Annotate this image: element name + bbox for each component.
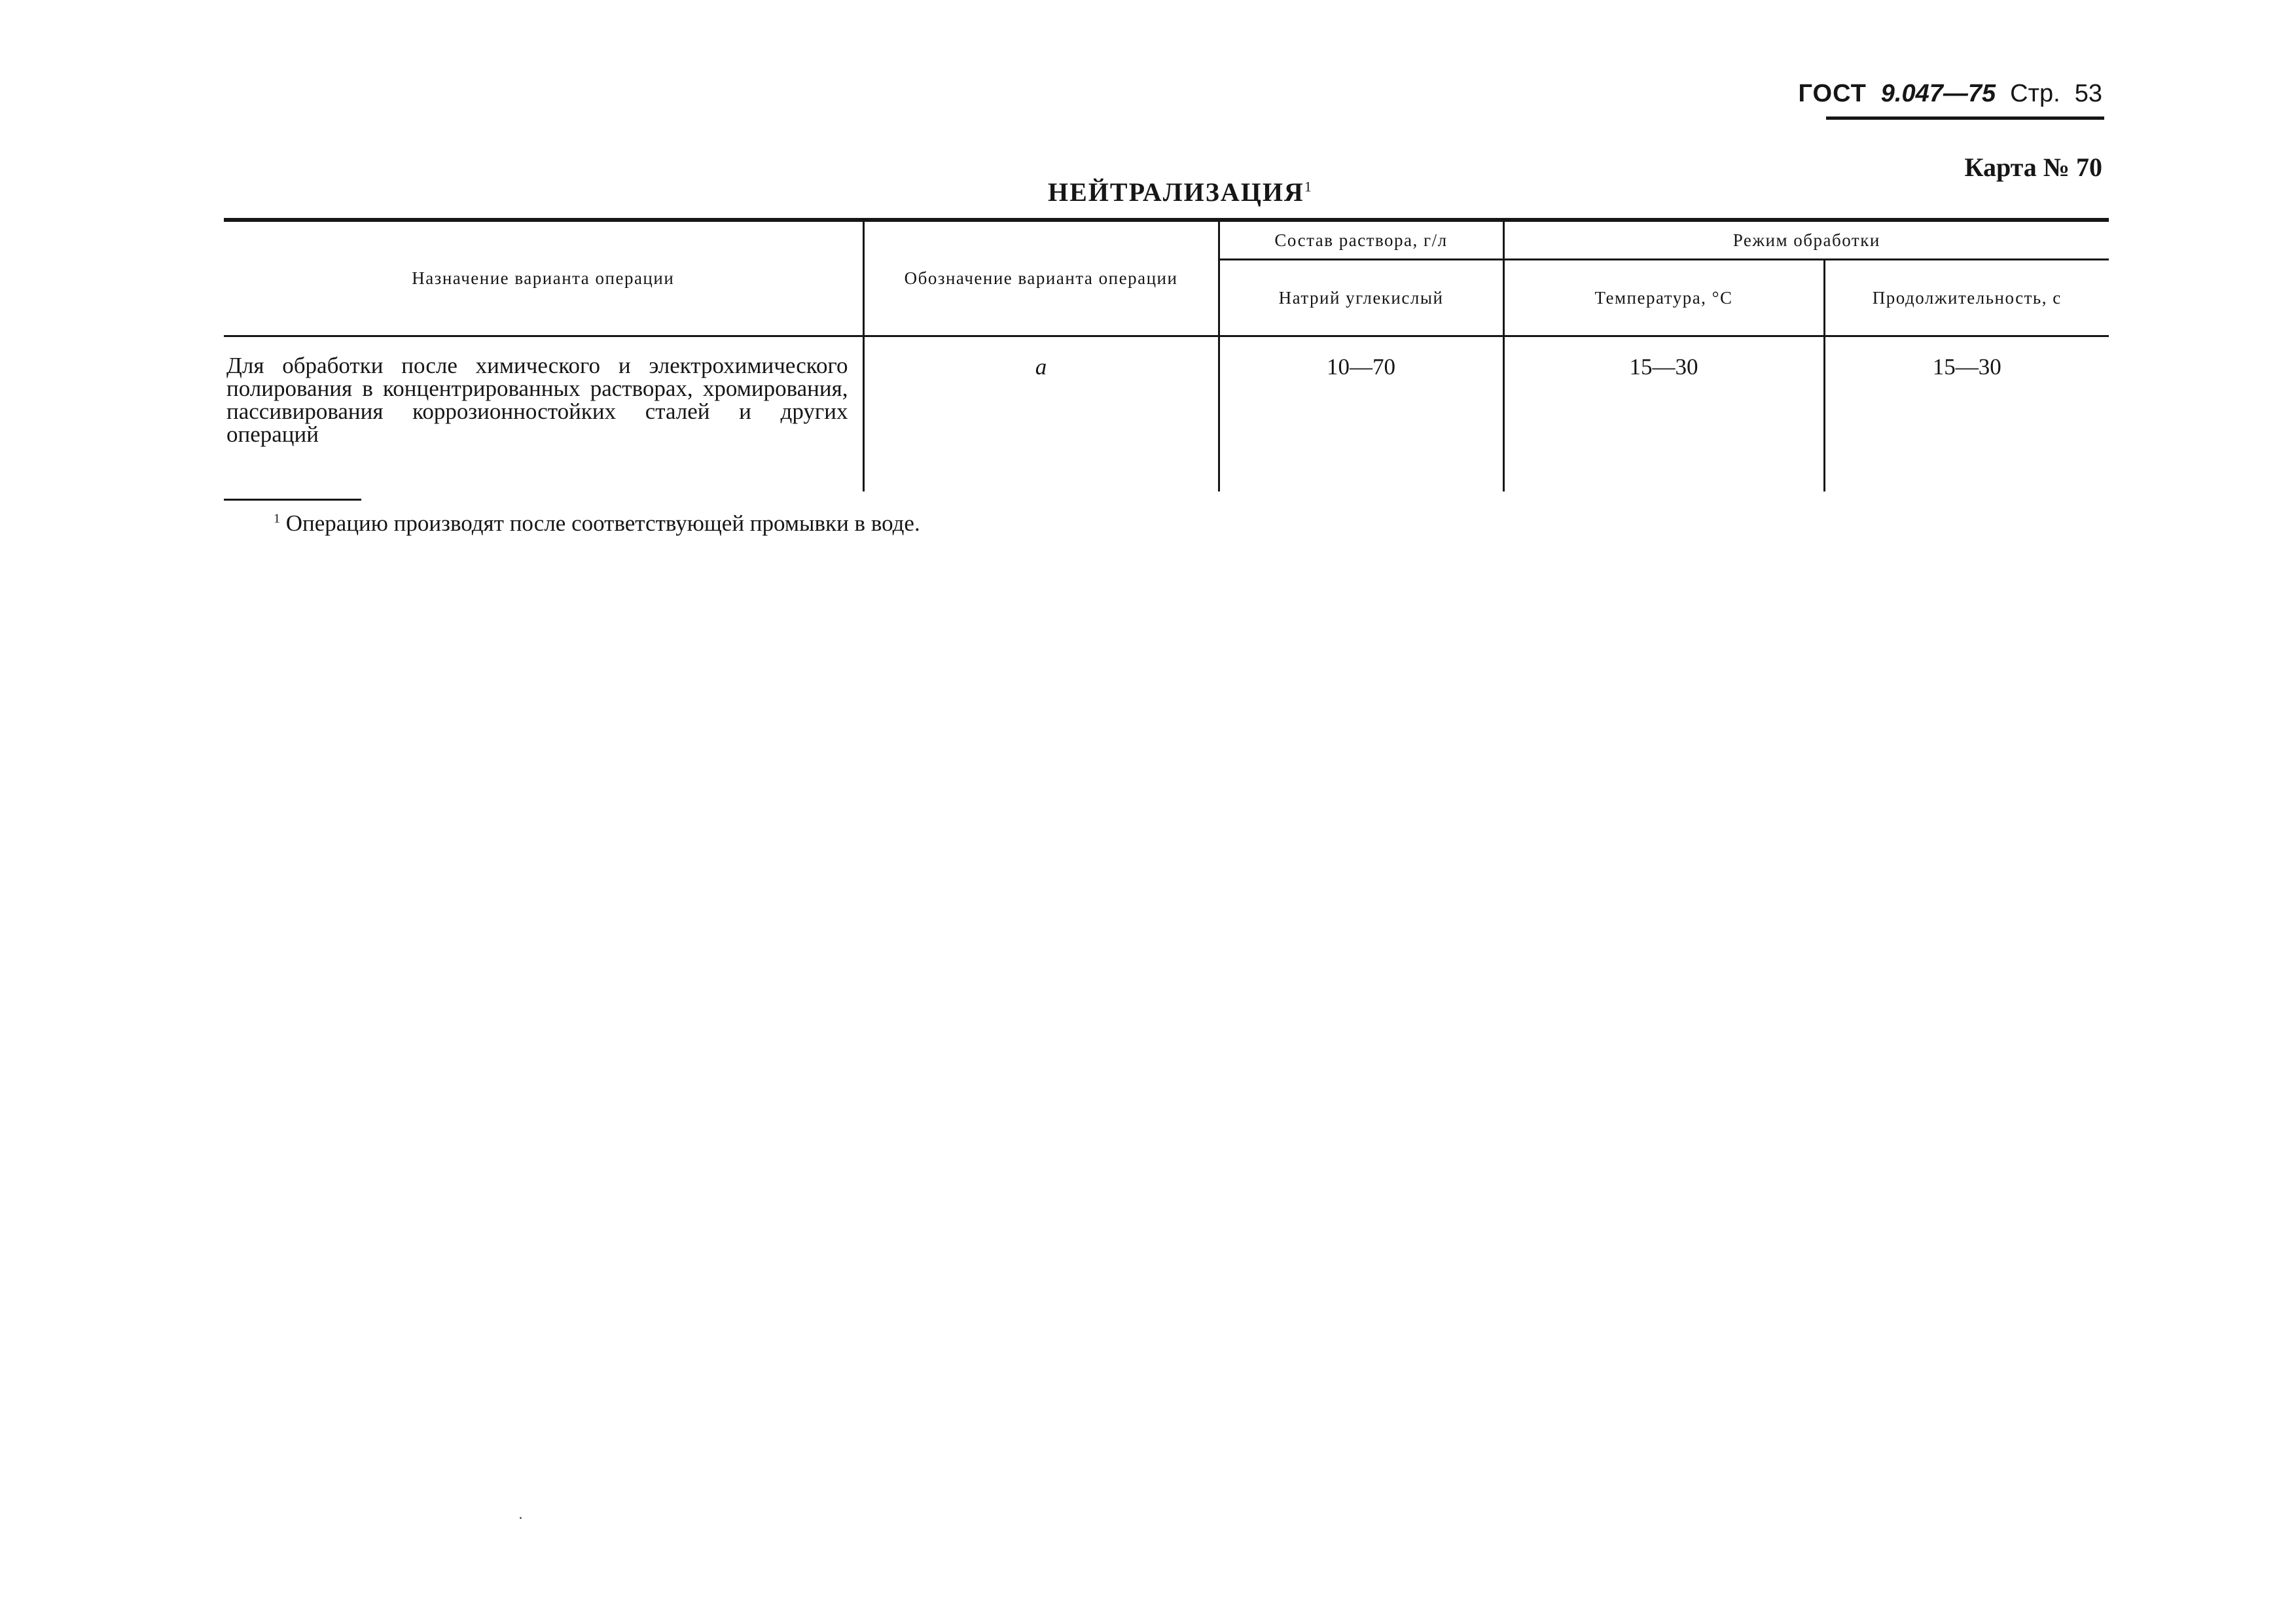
table-row — [224, 336, 2109, 492]
header-mode-group: Режим обработки — [1503, 220, 2109, 260]
header-rule — [1826, 116, 2104, 120]
header-variant: Обозначение варианта операции — [863, 220, 1219, 336]
operations-table — [224, 218, 2109, 491]
header-duration: Продолжительность, с — [1824, 260, 2109, 336]
footnote-rule — [224, 499, 361, 501]
standard-label: ГОСТ — [1798, 80, 1867, 107]
header-sodium-carbonate: Натрий углекислый — [1219, 260, 1503, 336]
header-purpose: Назначение варианта операции — [224, 220, 863, 336]
page-number: 53 — [2074, 80, 2102, 107]
header-solution-group: Состав раствора, г/л — [1219, 220, 1503, 260]
title-footnote-mark: 1 — [1304, 178, 1313, 195]
cell-temperature: 15—30 — [1503, 336, 1824, 492]
standard-number: 9.047—75 — [1880, 80, 1996, 107]
page-label: Стр. — [2010, 80, 2060, 107]
operations-table-wrap — [224, 218, 2109, 491]
doc-title — [1048, 177, 1313, 207]
cell-variant: а — [863, 336, 1219, 492]
footnote-mark: 1 — [274, 511, 280, 526]
header-temperature: Температура, °С — [1503, 260, 1824, 336]
footnote-text: Операцию производят после соответствующей промывки в воде. — [285, 510, 920, 536]
header-row-1 — [224, 220, 2109, 260]
title-text: НЕЙТРАЛИЗАЦИЯ — [1048, 177, 1304, 207]
cell-purpose: Для обработки после химического и электрохимического полирования в концентрированных растворах, хромирования, пассивирования коррозионностойких сталей и других операций — [226, 353, 848, 447]
page-header — [1798, 80, 2102, 108]
cell-duration: 15—30 — [1824, 336, 2109, 492]
scan-speck — [520, 1517, 522, 1519]
map-number: Карта № 70 — [1964, 152, 2102, 182]
footnote — [274, 510, 920, 537]
cell-sodium-carbonate: 10—70 — [1219, 336, 1503, 492]
